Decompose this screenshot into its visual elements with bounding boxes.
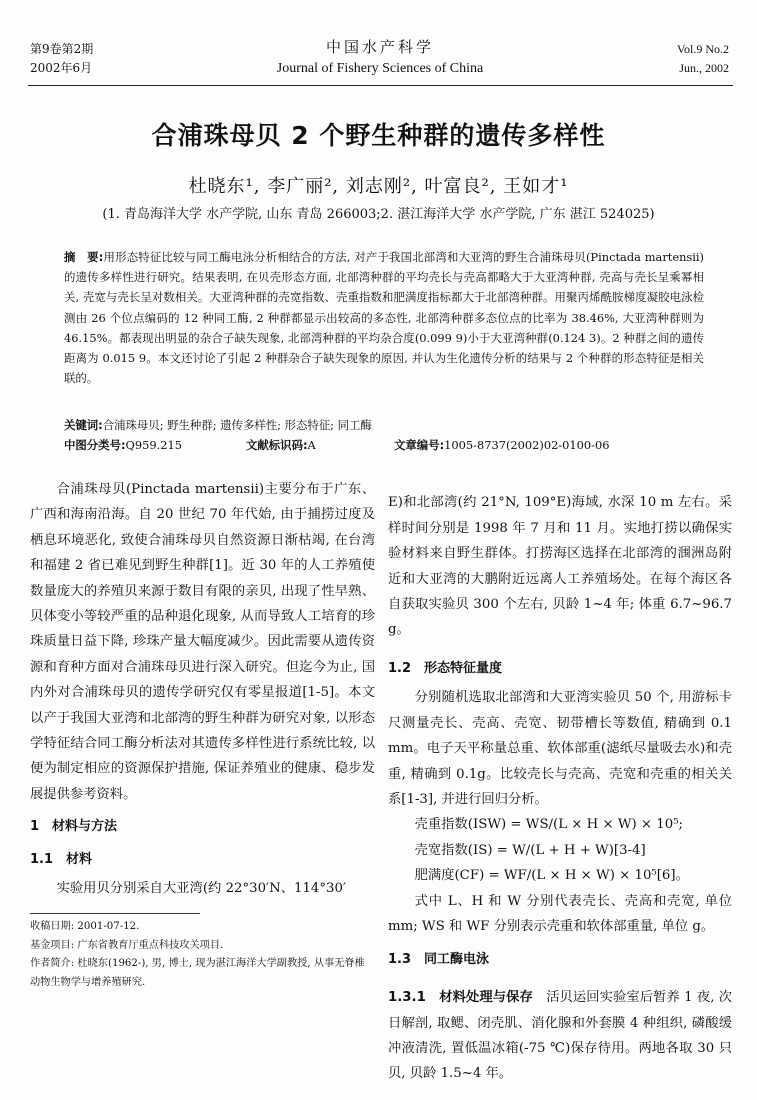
formula-note: 式中 L、H 和 W 分别代表壳长、壳高和壳宽, 单位 mm; WS 和 WF 分别表示壳重和软体部重量, 单位 g。	[388, 893, 732, 935]
journal-cn: 中国水产科学	[325, 38, 434, 56]
date-cn: 2002年6月	[30, 61, 93, 75]
classification-line	[64, 435, 704, 455]
section-1-3-heading: 1.3 同工酶电泳	[388, 951, 490, 967]
doc-code-value: A	[307, 438, 316, 452]
materials-paragraph-cont: E)和北部湾(约 21°N, 109°E)海域, 水深 10 m 左右。采样时间分别是 1998 年 7 月和 11 月。实地打捞以确保实验材料来自野生群体。打捞海区选择在北部湾的涠洲岛附近和大亚湾的大鹏附近远离人工养殖场处。在每个海区各自获取实验贝 300 个左右, 贝龄 1~4 年; 体重 6.7~96.7 g。	[388, 495, 732, 638]
journal-en: Journal of Fishery Sciences of China	[276, 61, 484, 76]
morphology-paragraph: 分别随机选取北部湾和大亚湾实验贝 50 个, 用游标卡尺测量壳长、壳高、壳宽、韧带槽长等数值, 精确到 0.1 mm。电子天平称量总重、软体部重(滤纸尽量吸去水)和壳重, 精确到 0.1g。比较壳长与壳高、壳宽和壳重的相关关系[1-3], 并进行回归分析。	[388, 690, 732, 808]
formula-shell-weight-index: 壳重指数(ISW) = WS/(L × H × W) × 10⁵;	[414, 817, 684, 833]
clc-label: 中图分类号:	[64, 438, 126, 452]
header-rule	[28, 85, 733, 86]
doc-code-label: 文献标识码:	[246, 438, 308, 452]
abstract	[64, 247, 704, 388]
footnotes	[30, 918, 370, 992]
issue-info	[30, 40, 93, 78]
formula-condition-factor: 肥满度(CF) = WF/(L × H × W) × 10⁵[6]。	[414, 868, 689, 884]
clc-value: Q959.215	[125, 438, 182, 452]
affiliation: (1. 青岛海洋大学 水产学院, 山东 青岛 266003;2. 湛江海洋大学 水产学院, 广东 湛江 524025)	[102, 207, 655, 222]
author-list: 杜晓东¹, 李广丽², 刘志刚², 叶富良², 王如才¹	[188, 176, 569, 197]
materials-paragraph-start: 实验用贝分别采自大亚湾(约 22°30′N、114°30′	[56, 881, 346, 897]
abstract-text: 用形态特征比较与同工酶电泳分析相结合的方法, 对产于我国北部湾和大亚湾的野生合浦珠母贝(Pinctada martensii)的遗传多样性进行研究。结果表明, 在贝壳形态方面, 北部湾种群的平均壳长与壳高都略大于大亚湾种群, 壳高与壳长呈乘幂相关, 壳宽与壳长呈对数相关。大亚湾种群的壳宽指数、壳重指数和肥满度指标都大于北部湾种群。用聚丙烯酰胺梯度凝胶电泳检测由 26 个位点编码的 12 种同工酶, 2 种群都显示出较高的多态性, 北部湾种群多态位点的比率为 38.46%, 大亚湾种群则为 46.15%。都表现出明显的杂合子缺失现象, 北部湾种群的平均杂合度(0.099 9)小于大亚湾种群(0.124 3)。2 种群之间的遗传距离为 0.015 9。本文还讨论了引起 2 种群杂合子缺失现象的原因, 并认为生化遗传分析的结果与 2 个种群的形态特征是相关联的。	[64, 250, 704, 386]
left-column	[30, 477, 375, 902]
issue-cn: 第9卷第2期	[30, 42, 94, 56]
keywords-text: 合浦珠母贝; 野生种群; 遗传多样性; 形态特征; 同工酶	[102, 418, 372, 432]
intro-paragraph: 合浦珠母贝(Pinctada martensii)主要分布于广东、广西和海南沿海。自 20 世纪 70 年代始, 由于捕捞过度及栖息环境恶化, 致使合浦珠母贝自然资源日渐枯竭, 在台湾和福建 2 省已难见到野生种群[1]。近 30 年的人工养殖使数量庞大的养殖贝来源于数目有限的亲贝, 出现了性早熟、贝体变小等较严重的品种退化现象, 从而导致人工培育的珍珠质量日益下降, 珍珠产量大幅度减少。因此需要从遗传资源和育种方面对合浦珠母贝进行深入研究。但迄今为止, 国内外对合浦珠母贝的遗传学研究仅有零星报道[1-5]。本文以产于我国大亚湾和北部湾的野生种群为研究对象, 以形态学特征结合同工酶分析法对其遗传多样性进行系统比较, 以便为制定相应的资源保护措施, 保证养殖业的健康、稳步发展提供参考资料。	[30, 482, 375, 802]
date-en: Jun., 2002	[679, 61, 729, 75]
article-no-value: 1005-8737(2002)02-0100-06	[444, 438, 610, 452]
keywords-label: 关键词:	[64, 418, 103, 432]
vol-en: Vol.9 No.2	[676, 42, 729, 56]
section-1-3-1-heading: 1.3.1 材料处理与保存	[388, 990, 533, 1006]
formula-shell-width-index: 壳宽指数(IS) = W/(L + H + W)[3-4]	[414, 842, 646, 858]
volume-info	[677, 40, 729, 78]
paper-title: 合浦珠母贝 2 个野生种群的遗传多样性	[151, 121, 606, 150]
fund-project: 基金项目: 广东省教育厅重点科技攻关项目.	[30, 939, 224, 951]
treatment-paragraph	[388, 985, 732, 1087]
abstract-label: 摘 要:	[64, 250, 104, 264]
treatment-text: 活贝运回实验室后暂养 1 夜, 次日解剖, 取鳃、闭壳肌、消化腺和外套膜 4 种组织, 磷酸缓冲液清洗, 置低温冰箱(-75 ℃)保存待用。两地各取 30 只贝, 贝龄 1.5~4 年。	[388, 990, 733, 1082]
right-column	[388, 477, 732, 1100]
section-1-heading: 1 材料与方法	[30, 819, 118, 835]
section-1-2-heading: 1.2 形态特征量度	[388, 661, 503, 677]
author-bio: 作者简介: 杜晓东(1962-), 男, 博士, 现为湛江海洋大学副教授, 从事无脊椎动物生物学与增养殖研究.	[30, 958, 365, 988]
received-date: 收稿日期: 2001-07-12.	[30, 921, 140, 932]
footnote-rule	[30, 913, 200, 914]
section-1-1-heading: 1.1 材料	[30, 851, 93, 867]
article-no-label: 文章编号:	[394, 438, 445, 452]
journal-name	[250, 36, 510, 77]
keywords	[64, 415, 704, 435]
